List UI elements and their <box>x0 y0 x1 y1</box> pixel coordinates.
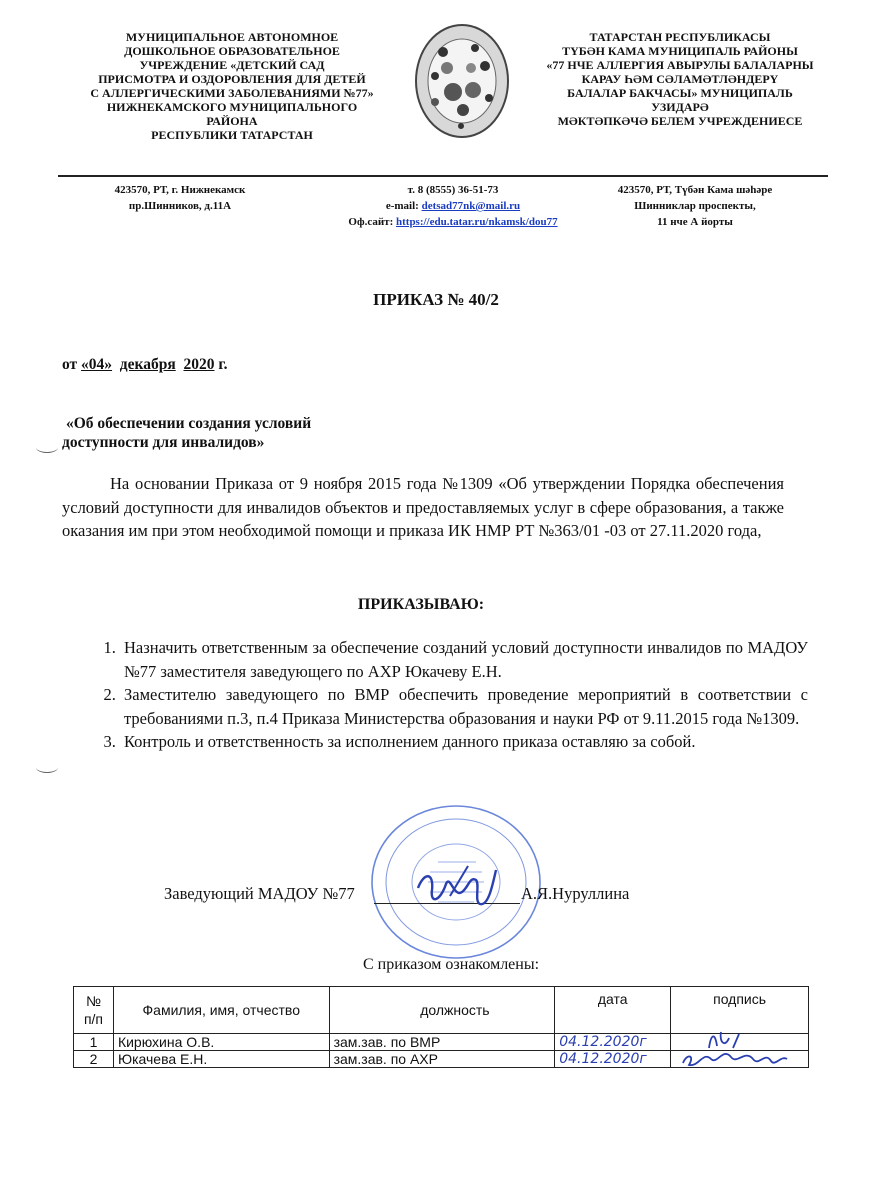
address-line: пр.Шинников, д.11А <box>128 200 232 212</box>
site-link[interactable]: https://edu.tatar.ru/nkamsk/dou77 <box>396 216 558 228</box>
ack-title: С приказом ознакомлены: <box>362 956 540 973</box>
org-line: С АЛЛЕРГИЧЕСКИМИ ЗАБОЛЕВАНИЯМИ №77» <box>90 86 374 100</box>
phone: т. 8 (8555) 36-51-73 <box>407 184 499 196</box>
site-line: Оф.сайт: https://edu.tatar.ru/nkamsk/dou77 <box>348 216 558 228</box>
org-line: «77 НЧЕ АЛЛЕРГИЯ АВЫРУЛЫ БАЛАЛАРНЫ <box>546 58 814 72</box>
body-paragraph: На основании Приказа от 9 ноября 2015 года №1309 «Об утверждении Порядка обеспечения условий доступности для инвалидов объектов и предоставляемых услуг в сфере образования, а также оказания им при этом необходимой помощи и приказа ИК НМР РТ №363/01 -03 от 27.11.2020 года, <box>62 474 784 540</box>
col-name: Фамилия, имя, отчество <box>113 987 329 1034</box>
handwritten-signature <box>410 858 502 918</box>
kindergarten-logo <box>413 22 511 140</box>
org-line: МУНИЦИПАЛЬНОЕ АВТОНОМНОЕ <box>125 30 339 44</box>
col-date: дата <box>555 987 671 1034</box>
col-signature: подпись <box>671 987 809 1034</box>
order-item: 2. Заместителю заведующего по ВМР обеспечить проведение мероприятий в соответствии с требованиями п.3, п.4 Приказа Министерства образования и науки РФ от 9.11.2015 года №1309. <box>120 683 808 730</box>
address-line: 11 нче А йорты <box>657 216 733 228</box>
scan-mark <box>36 762 58 773</box>
ack-table <box>73 986 809 1068</box>
document-date: от «04» декабря 2020 г. <box>62 356 228 373</box>
handwritten-date: 04.12.2020г <box>559 1051 647 1067</box>
address-ru <box>90 182 270 214</box>
signer-position: Заведующий МАДОУ №77 <box>164 884 355 903</box>
col-number: № п/п <box>74 987 114 1034</box>
handwritten-date: 04.12.2020г <box>559 1034 647 1050</box>
email-link[interactable]: detsad77nk@mail.ru <box>421 200 521 212</box>
document-title: ПРИКАЗ № 40/2 <box>373 290 499 309</box>
org-name-tt <box>520 30 840 128</box>
table-row: 2 Юкачева Е.Н. зам.зав. по АХР 04.12.2020г <box>74 1051 809 1068</box>
org-name-ru <box>62 30 402 142</box>
org-line: ДОШКОЛЬНОЕ ОБРАЗОВАТЕЛЬНОЕ <box>124 44 340 58</box>
signer-name: А.Я.Нуруллина <box>521 884 630 903</box>
table-header-row <box>74 987 809 1034</box>
scan-mark <box>36 442 58 453</box>
address-line: 423570, РТ, Түбән Кама шәһәре <box>617 184 773 196</box>
order-word: ПРИКАЗЫВАЮ: <box>357 596 485 613</box>
org-line: РЕСПУБЛИКИ ТАТАРСТАН <box>151 128 313 142</box>
org-line: МӘКТӘПКӘЧӘ БЕЛЕМ УЧРЕЖДЕНИЕСЕ <box>557 114 803 128</box>
order-items <box>96 636 808 754</box>
org-line: УЧРЕЖДЕНИЕ «ДЕТСКИЙ САД <box>139 58 325 72</box>
row-signature <box>675 1051 804 1067</box>
order-item: 1. Назначить ответственным за обеспечение созданий условий доступности инвалидов по МАДОУ №77 заместителя заведующего по АХР Юкачеву Е.Н. <box>120 636 808 683</box>
document-subject: «Об обеспечении создания условий доступности для инвалидов» <box>62 415 312 451</box>
address-line: 423570, РТ, г. Нижнекамск <box>114 184 246 196</box>
org-line: ТАТАРСТАН РЕСПУБЛИКАСЫ <box>589 30 771 44</box>
org-line: ПРИСМОТРА И ОЗДОРОВЛЕНИЯ ДЛЯ ДЕТЕЙ <box>98 72 366 86</box>
contacts <box>318 182 588 230</box>
col-position: должность <box>329 987 555 1034</box>
org-line: РАЙОНА <box>206 114 258 128</box>
header-divider <box>58 175 828 177</box>
address-tt <box>590 182 800 230</box>
table-row: 1 Кирюхина О.В. зам.зав. по ВМР 04.12.2020г <box>74 1034 809 1051</box>
org-line: КАРАУ ҺӘМ СӘЛАМӘТЛӘНДЕРҮ <box>581 72 779 86</box>
org-line: УЗИДАРӘ <box>651 100 709 114</box>
org-line: НИЖНЕКАМСКОГО МУНИЦИПАЛЬНОГО <box>106 100 358 114</box>
order-item: 3. Контроль и ответственность за исполнением данного приказа оставляю за собой. <box>120 730 808 754</box>
org-line: БАЛАЛАР БАКЧАСЫ» МУНИЦИПАЛЬ <box>567 86 793 100</box>
address-line: Шинниклар проспекты, <box>634 200 756 212</box>
org-line: ТҮБӘН КАМА МУНИЦИПАЛЬ РАЙОНЫ <box>562 44 798 58</box>
email-line: e-mail: detsad77nk@mail.ru <box>385 200 521 212</box>
